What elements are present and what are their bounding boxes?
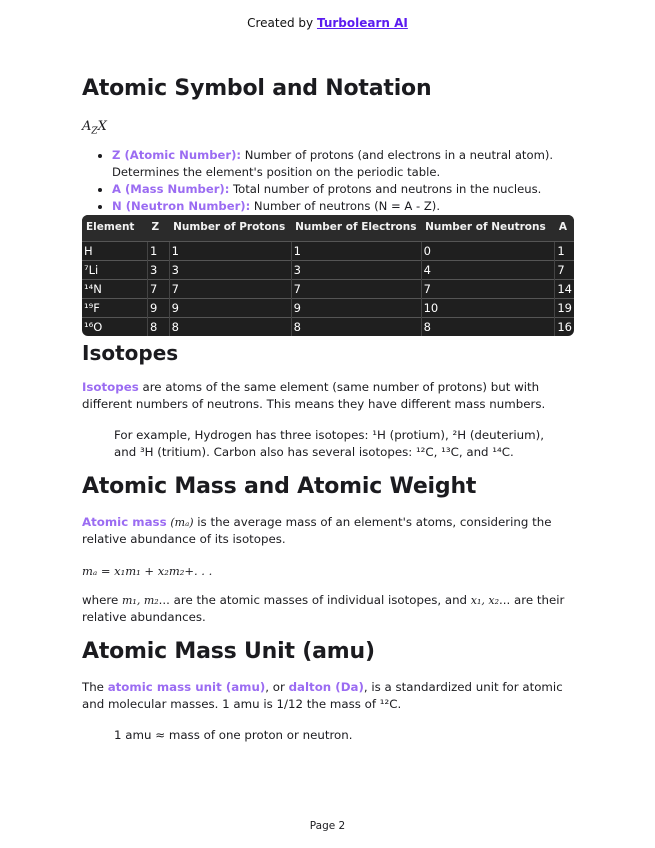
section-title-amu: Atomic Mass Unit (amu)	[82, 639, 375, 664]
header-prefix: Created by	[247, 16, 317, 30]
table-cell: 1	[169, 242, 291, 261]
definition-text: Number of protons (and electrons in a neutral atom). Determines the element's position on the periodic table.	[112, 148, 554, 179]
column-header: A	[555, 215, 574, 242]
table-cell: 7	[555, 261, 574, 280]
where-prefix: where	[82, 593, 122, 607]
table-cell: 9	[147, 299, 169, 318]
notation-a: A	[82, 119, 92, 134]
table-cell: ⁷Li	[82, 261, 147, 280]
column-header: Number of Electrons	[291, 215, 421, 242]
table-cell: 4	[421, 261, 555, 280]
table-cell: 3	[169, 261, 291, 280]
brand-link[interactable]: Turbolearn AI	[316, 16, 408, 30]
table-cell: 9	[291, 299, 421, 318]
amu-prefix: The	[82, 680, 108, 694]
table-cell: 7	[147, 280, 169, 299]
isotopes-paragraph	[82, 379, 574, 413]
table-cell: 3	[291, 261, 421, 280]
list-item	[112, 147, 572, 181]
table-cell: 3	[147, 261, 169, 280]
column-header: Number of Protons	[169, 215, 291, 242]
table-cell: 8	[147, 318, 169, 337]
where-paragraph	[82, 592, 574, 626]
table-cell: 0	[421, 242, 555, 261]
table-cell: 7	[169, 280, 291, 299]
table-cell: ¹⁴N	[82, 280, 147, 299]
page-number: Page 2	[309, 820, 346, 832]
amu-mid: , or	[265, 680, 289, 694]
column-header: Element	[82, 215, 147, 242]
table-cell: ¹⁹F	[82, 299, 147, 318]
table-row	[82, 318, 574, 337]
where-x: x₁, x₂	[470, 594, 500, 607]
table-cell: 10	[421, 299, 555, 318]
amu-term: atomic mass unit (amu)	[107, 680, 266, 694]
definition-term: A (Mass Number):	[112, 182, 230, 196]
column-header: Number of Neutrons	[421, 215, 555, 242]
dalton-term: dalton (Da)	[288, 680, 364, 694]
atomic-mass-symbol: (mₐ)	[170, 516, 194, 529]
atomic-mass-term: Atomic mass	[82, 515, 167, 529]
table-cell: 1	[147, 242, 169, 261]
table-cell: 19	[555, 299, 574, 318]
list-item	[112, 181, 572, 198]
table-cell: 8	[421, 318, 555, 337]
atomic-mass-text: is the average mass of an element's atoms, considering the relative abundance of its isotopes.	[82, 515, 552, 546]
table-cell: 1	[291, 242, 421, 261]
where-m: m₁, m₂	[121, 594, 159, 607]
table-cell: H	[82, 242, 147, 261]
definition-text: Number of neutrons (N = A - Z).	[250, 199, 441, 213]
table-cell: 8	[169, 318, 291, 337]
where-mid: ... are the atomic masses of individual isotopes, and	[158, 593, 471, 607]
where-suffix: ... are their relative abundances.	[82, 593, 565, 624]
element-table	[82, 215, 574, 336]
page-header	[0, 16, 655, 30]
amu-paragraph	[82, 679, 574, 713]
table-cell: 14	[555, 280, 574, 299]
table-cell: 7	[291, 280, 421, 299]
table-cell: ¹⁶O	[82, 318, 147, 337]
notation-x: X	[97, 119, 107, 134]
section-title-atomic-symbol: Atomic Symbol and Notation	[82, 76, 432, 101]
table-cell: 9	[169, 299, 291, 318]
table-header-row	[82, 215, 574, 242]
amu-note: 1 amu ≈ mass of one proton or neutron.	[114, 728, 353, 742]
table-cell: 7	[421, 280, 555, 299]
table-cell: 8	[291, 318, 421, 337]
isotopes-term: Isotopes	[82, 380, 139, 394]
table-cell: 16	[555, 318, 574, 337]
table-row	[82, 280, 574, 299]
atomic-mass-paragraph	[82, 514, 574, 548]
section-title-isotopes: Isotopes	[82, 341, 179, 365]
atomic-mass-formula: mₐ = x₁m₁ + x₂m₂+. . .	[82, 564, 213, 578]
definition-term: N (Neutron Number):	[112, 199, 251, 213]
isotopes-example: For example, Hydrogen has three isotopes: ¹H (protium), ²H (deuterium), and ³H (tritium). Carbon also has several isotopes: ¹²C, ¹³C, and ¹⁴C.	[114, 428, 544, 459]
list-item	[112, 198, 572, 215]
amu-text: , is a standardized unit for atomic and molecular masses. 1 amu is 1/12 the mass of ¹²C.	[82, 680, 563, 711]
notation-z: Z	[91, 126, 98, 137]
section-title-atomic-mass: Atomic Mass and Atomic Weight	[82, 474, 477, 499]
table-row	[82, 299, 574, 318]
table-row	[82, 242, 574, 261]
table-row	[82, 261, 574, 280]
isotopes-text: are atoms of the same element (same number of protons) but with different numbers of neutrons. This means they have different mass numbers.	[82, 380, 546, 411]
table-cell: 1	[555, 242, 574, 261]
definition-list	[82, 147, 572, 215]
column-header: Z	[147, 215, 169, 242]
definition-text: Total number of protons and neutrons in the nucleus.	[229, 182, 542, 196]
notation-formula	[82, 119, 107, 137]
definition-term: Z (Atomic Number):	[112, 148, 242, 162]
